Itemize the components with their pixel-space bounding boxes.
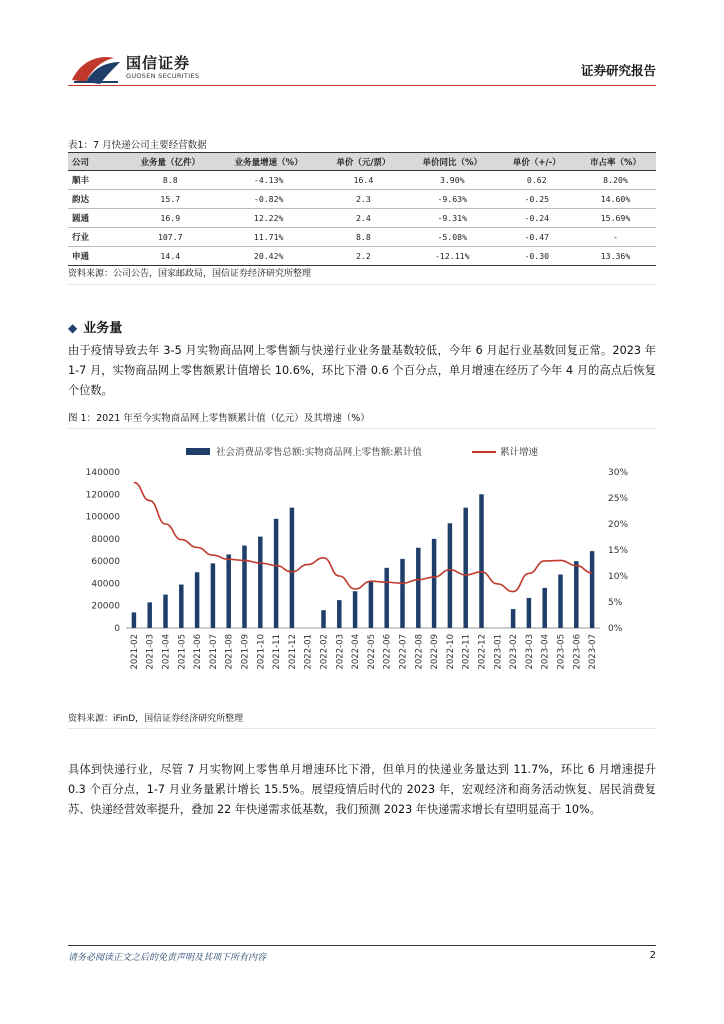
y-right-tick-label: 20% xyxy=(608,520,629,530)
table-cell: - xyxy=(575,228,656,247)
y-left-tick-label: 120000 xyxy=(85,490,120,501)
x-tick-label: 2021-06 xyxy=(193,634,204,670)
table-cell: 行业 xyxy=(68,228,124,247)
divider xyxy=(68,428,656,429)
table-cell: -0.47 xyxy=(499,228,575,247)
x-tick-label: 2023-01 xyxy=(493,634,504,670)
section-heading xyxy=(68,317,122,336)
logo-chinese: 国信证券 xyxy=(126,54,191,72)
table-cell: -0.82% xyxy=(217,190,321,209)
table-cell: 申通 xyxy=(68,247,124,266)
bar-2022-04 xyxy=(353,591,358,628)
table-row xyxy=(68,171,656,190)
table-cell: 2.4 xyxy=(321,209,406,228)
x-tick-label: 2023-07 xyxy=(588,634,599,670)
table-cell: 16.9 xyxy=(124,209,217,228)
table-cell: 2.2 xyxy=(321,247,406,266)
table-cell: 107.7 xyxy=(124,228,217,247)
figure-title: 图 1：2021 年至今实物商品网上零售额累计值（亿元）及其增速（%） xyxy=(68,413,370,424)
bar-2023-05 xyxy=(558,575,563,628)
table-cell: 20.42% xyxy=(217,247,321,266)
legend-bar-label: 社会消费品零售总额:实物商品网上零售额:累计值 xyxy=(216,447,422,458)
bar-2021-08 xyxy=(226,554,231,628)
header-divider xyxy=(68,85,656,86)
x-tick-label: 2021-07 xyxy=(208,634,219,670)
bar-2023-02 xyxy=(511,609,515,628)
table-cell: 15.69% xyxy=(575,209,656,228)
y-right-tick-label: 30% xyxy=(608,468,629,478)
x-tick-label: 2023-06 xyxy=(572,634,583,670)
bar-2021-12 xyxy=(290,508,295,628)
x-tick-label: 2021-02 xyxy=(129,634,140,670)
y-left-tick-label: 80000 xyxy=(91,534,120,545)
column-header: 业务量（亿件） xyxy=(124,153,217,171)
table-row xyxy=(68,209,656,228)
paragraph-express-industry: 具体到快递行业，尽管 7 月实物网上零售单月增速环比下滑，但单月的快递业务量达到 11.7%，环比 6 月增速提升 0.3 个百分点，1-7 月业务量累计增长 15.5%。展望疫情后时代的 2023 年，宏观经济和商务活动恢复、居民消费复苏、快递经营效率提升，叠加 22 年快递需求低基数，我们预测 2023 年快递需求增长有望明显高于 10%。 xyxy=(68,763,656,816)
table-cell: 8.20% xyxy=(575,171,656,190)
bar-2021-11 xyxy=(274,519,279,628)
legend-line-label: 累计增速 xyxy=(500,447,539,458)
bar-2022-10 xyxy=(448,523,453,628)
table-cell: 14.60% xyxy=(575,190,656,209)
y-left-tick-label: 0 xyxy=(114,624,120,634)
table-title: 表1：7 月快递公司主要经营数据 xyxy=(68,140,207,151)
footer-disclaimer: 请务必阅读正文之后的免责声明及其项下所有内容 xyxy=(68,953,267,963)
x-tick-label: 2022-05 xyxy=(366,634,377,670)
x-tick-label: 2022-08 xyxy=(414,634,425,670)
table-cell: 8.8 xyxy=(124,171,217,190)
bar-2022-09 xyxy=(432,539,437,628)
table-cell: -0.25 xyxy=(499,190,575,209)
table-cell: -12.11% xyxy=(406,247,499,266)
x-tick-label: 2022-07 xyxy=(398,634,409,670)
bar-2021-04 xyxy=(163,595,168,628)
bar-2022-12 xyxy=(479,494,484,628)
online-retail-chart xyxy=(68,432,656,702)
bar-2023-04 xyxy=(542,588,547,628)
bar-2021-05 xyxy=(179,585,184,628)
y-right-tick-label: 15% xyxy=(608,546,629,556)
report-type-label: 证券研究报告 xyxy=(580,63,656,78)
bar-2022-02 xyxy=(321,610,326,628)
bar-2022-06 xyxy=(384,568,389,628)
table-row xyxy=(68,247,656,266)
x-tick-label: 2022-03 xyxy=(335,634,346,670)
paragraph-volume-overview: 由于疫情导致去年 3-5 月实物商品网上零售额与快递行业业务量基数较低，今年 6 月起行业基数回复正常。2023 年 1-7 月，实物商品网上零售额累计值增长 10.6%，环比下滑 0.6 个百分点，单月增速在经历了今年 4 月的高点后恢复个位数。 xyxy=(68,344,656,397)
y-right-tick-label: 0% xyxy=(608,624,623,634)
table-cell: 13.36% xyxy=(575,247,656,266)
page-number: 2 xyxy=(649,950,656,961)
x-tick-label: 2022-06 xyxy=(382,634,393,670)
x-tick-label: 2022-11 xyxy=(461,634,472,670)
column-header: 市占率（%） xyxy=(575,153,656,171)
table-cell: 3.90% xyxy=(406,171,499,190)
table-cell: 16.4 xyxy=(321,171,406,190)
y-left-tick-label: 40000 xyxy=(91,579,120,590)
bar-2021-07 xyxy=(211,563,216,628)
x-tick-label: 2023-05 xyxy=(556,634,567,670)
bar-2021-10 xyxy=(258,537,263,628)
y-left-tick-label: 140000 xyxy=(85,468,120,478)
x-tick-label: 2023-03 xyxy=(524,634,535,670)
figure-source: 资料来源：iFinD，国信证券经济研究所整理 xyxy=(68,714,244,724)
column-header: 单价同比（%） xyxy=(406,153,499,171)
logo-mark-icon xyxy=(70,52,124,86)
table-cell: -9.31% xyxy=(406,209,499,228)
x-tick-label: 2021-11 xyxy=(272,634,283,670)
y-left-tick-label: 20000 xyxy=(91,601,120,612)
x-tick-label: 2022-12 xyxy=(477,634,488,670)
table-cell: -5.08% xyxy=(406,228,499,247)
table-header-row xyxy=(68,153,656,171)
table-cell: 2.3 xyxy=(321,190,406,209)
column-header: 单价（+/-） xyxy=(499,153,575,171)
y-left-tick-label: 100000 xyxy=(85,512,120,523)
table-row xyxy=(68,190,656,209)
table-cell: 0.62 xyxy=(499,171,575,190)
x-tick-label: 2021-03 xyxy=(145,634,156,670)
x-tick-label: 2021-10 xyxy=(256,634,267,670)
bar-2021-02 xyxy=(132,612,137,628)
column-header: 单价（元/票） xyxy=(321,153,406,171)
legend-bar-swatch xyxy=(186,448,210,455)
bar-2022-11 xyxy=(463,508,468,628)
table-cell: 圆通 xyxy=(68,209,124,228)
table-cell: -4.13% xyxy=(217,171,321,190)
page-header xyxy=(0,0,724,100)
table-cell: -9.63% xyxy=(406,190,499,209)
x-tick-label: 2021-08 xyxy=(224,634,235,670)
x-tick-label: 2022-01 xyxy=(303,634,314,670)
bar-2022-05 xyxy=(369,581,374,628)
bar-2022-08 xyxy=(416,548,421,628)
y-right-tick-label: 25% xyxy=(608,494,629,504)
y-left-tick-label: 60000 xyxy=(91,557,120,568)
divider xyxy=(68,728,656,729)
table-cell: 11.71% xyxy=(217,228,321,247)
table-cell: 8.8 xyxy=(321,228,406,247)
table-source: 资料来源：公司公告，国家邮政局，国信证券经济研究所整理 xyxy=(68,269,312,279)
x-tick-label: 2022-09 xyxy=(430,634,441,670)
bar-2021-09 xyxy=(242,546,247,628)
bar-2022-07 xyxy=(400,559,405,628)
x-tick-label: 2023-04 xyxy=(540,634,551,670)
divider xyxy=(68,284,656,285)
y-right-tick-label: 5% xyxy=(608,598,623,608)
bar-2022-03 xyxy=(337,600,342,628)
column-header: 业务量增速（%） xyxy=(217,153,321,171)
x-tick-label: 2022-02 xyxy=(319,634,330,670)
table-cell: 韵达 xyxy=(68,190,124,209)
y-right-tick-label: 10% xyxy=(608,572,629,582)
cumulative-growth-line xyxy=(134,482,592,591)
bar-2023-06 xyxy=(574,561,579,628)
operating-data-table xyxy=(68,152,656,266)
table-cell: 顺丰 xyxy=(68,171,124,190)
table-cell: -0.24 xyxy=(499,209,575,228)
table-cell: 12.22% xyxy=(217,209,321,228)
x-tick-label: 2021-04 xyxy=(161,634,172,670)
table-cell: 14.4 xyxy=(124,247,217,266)
bar-2023-07 xyxy=(590,551,595,628)
bar-2021-06 xyxy=(195,572,200,628)
bar-2023-03 xyxy=(527,598,532,628)
x-tick-label: 2021-12 xyxy=(287,634,298,670)
table-cell: 15.7 xyxy=(124,190,217,209)
table-row xyxy=(68,228,656,247)
x-tick-label: 2022-04 xyxy=(351,634,362,670)
section-heading-text: 业务量 xyxy=(83,321,123,336)
guosen-logo xyxy=(70,52,250,88)
column-header: 公司 xyxy=(68,153,124,171)
logo-english: GUOSEN SECURITIES xyxy=(126,72,200,80)
footer-divider xyxy=(68,945,656,946)
bar-2021-03 xyxy=(147,602,152,628)
x-tick-label: 2023-02 xyxy=(509,634,520,670)
table-cell: -0.30 xyxy=(499,247,575,266)
x-tick-label: 2022-10 xyxy=(445,634,456,670)
x-tick-label: 2021-09 xyxy=(240,634,251,670)
diamond-bullet-icon: ◆ xyxy=(68,321,78,335)
x-tick-label: 2021-05 xyxy=(177,634,188,670)
